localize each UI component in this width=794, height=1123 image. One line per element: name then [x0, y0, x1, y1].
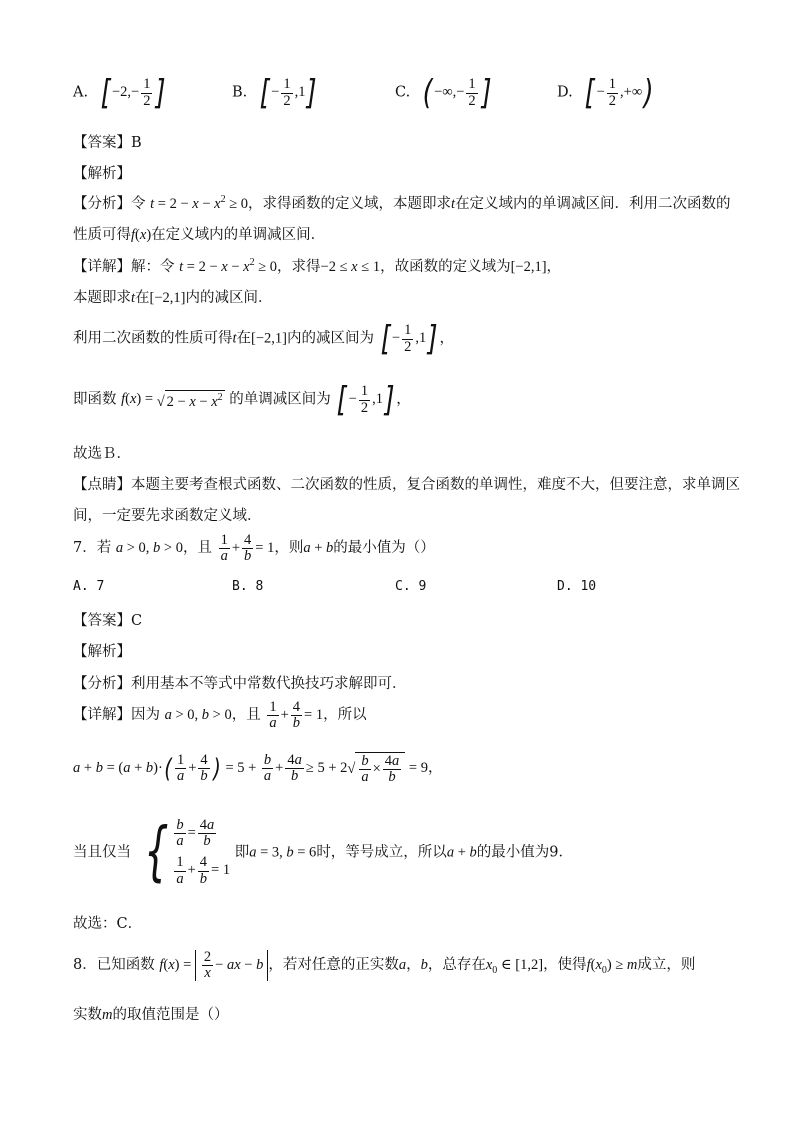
interval-result: [ − $\frac{1}{2}$ ,1] [337, 380, 395, 420]
x0-condition: $x_0$ ∈ [1,2] [485, 957, 544, 976]
inequality-chain: a + b = (a + b)·( $\frac{1}{a}$ + $\frac{4}{b}$ ) = 5 + $\frac{b}{a}$ + $\frac{4a}{b}$ ≥ 5 + 2√ $\frac{b}{a}$ × $\frac{4a}{b}$ = 9 [73, 752, 428, 786]
xiangjie-text: 因为 [131, 707, 160, 724]
fenxi-text: ，求得函数的定义域，本题即求 [248, 196, 452, 212]
q7-fenxi [73, 672, 734, 693]
stem-text: ， [406, 957, 421, 974]
q7-conclusion [73, 912, 734, 933]
option-c [395, 73, 493, 113]
q7-option-b: B. 8 [232, 579, 264, 594]
dianjing-label: 【点睛】 [73, 477, 131, 493]
option-a [73, 73, 168, 113]
fenxi-text: 在定义域内的单调减区间． [151, 227, 326, 243]
stem-text: 已知函数 [96, 957, 155, 974]
text: 内的减区间为 [287, 330, 374, 347]
fenxi-text: 性质可得 [73, 227, 131, 243]
dianjing-text: 间，一定要先求函数定义域． [73, 508, 262, 524]
text: 内的减区间． [185, 290, 273, 306]
fenxi-text: 在定义域内的单调减区间．利用二次函数的 [455, 196, 731, 212]
option-d-label: D. [557, 84, 573, 101]
q6-analysis-heading [73, 162, 734, 183]
q6-answer [73, 131, 734, 152]
q7-stem [73, 533, 734, 564]
stem-text: 的最小值为（） [333, 540, 435, 557]
xiangjie-label: 【详解】 [73, 707, 131, 724]
q6-conclusion [73, 442, 734, 463]
xiangjie-label: 【详解】 [73, 259, 131, 275]
dianjing-text: 本题主要考查根式函数、二次函数的性质，复合函数的单调性，难度不大，但要注意，求单调区 [131, 477, 740, 493]
formula-range: −2 ≤ x ≤ 1 [320, 259, 381, 275]
text: 即函数 [73, 391, 117, 408]
fenxi-label: 【分析】 [73, 196, 131, 212]
text: 在 [135, 290, 150, 306]
formula-t: $t = 2 - x - x^2 \ge 0$ [179, 257, 278, 275]
fenxi-label: 【分析】 [73, 676, 131, 692]
stem-text: ，若对任意的正实数 [268, 957, 399, 974]
option-d [557, 73, 655, 113]
q6-fenxi-line2 [73, 223, 734, 244]
fenxi-text: 利用基本不等式中常数代换技巧求解即可． [131, 676, 407, 692]
answer-value: B [131, 135, 142, 151]
stem-text: 成立，则 [637, 957, 696, 974]
var-a: a [398, 957, 407, 974]
option-c-interval: ( −∞,− $\frac{1}{2}$ ] [422, 73, 492, 113]
domain: [−2,1] [510, 259, 547, 275]
q6-line-decreasing: 利用二次函数的性质可得t在[−2,1]内的减区间为 [ − $\frac{1}{2}$ ,1] ， [73, 319, 454, 359]
text: 即 [234, 844, 250, 861]
sum: a + b [446, 844, 477, 861]
conclusion-text: 故选Ｂ． [73, 446, 131, 462]
q8-stem-line1 [73, 950, 734, 981]
text: 本题即求 [73, 290, 131, 306]
function-def: f(x) = $\frac{2}{x}$ − ax − b [159, 957, 268, 973]
q6-fenxi-line1 [73, 192, 734, 213]
xiangjie-text: 解：令 [131, 259, 175, 275]
q7-answer [73, 609, 734, 630]
answer-value: C [131, 613, 143, 629]
q7-option-d: D. 10 [557, 579, 597, 594]
analysis-label: 【解析】 [73, 166, 131, 182]
question-number: 7． [73, 540, 97, 557]
var-t: t [232, 330, 237, 347]
option-b [232, 73, 319, 113]
var-b: b [420, 957, 428, 974]
text: 在 [236, 330, 252, 347]
inequality: $f(x_0) \ge m$ [586, 957, 638, 976]
equation: $\frac{1}{a}$ + $\frac{4}{b}$ = 1 [269, 699, 324, 732]
question-number: 8． [73, 957, 97, 974]
q6-dianjing-line2 [73, 504, 734, 525]
option-c-label: C. [395, 84, 411, 101]
q6-line-reduce [73, 286, 734, 307]
option-d-interval: [ − $\frac{1}{2}$ ,+∞) [584, 73, 654, 113]
option-a-label: A. [73, 84, 89, 101]
xiangjie-text: ，且 [231, 707, 261, 724]
stem-text: 实数 [73, 1007, 102, 1023]
text: 的最小值为 [476, 844, 550, 861]
condition: a > 0, b > 0 [164, 707, 232, 724]
interval-result: [ − $\frac{1}{2}$ ,1] [380, 319, 438, 359]
text: 时，等号成立，所以 [316, 844, 447, 861]
stem-text: ，且 [182, 540, 212, 557]
system-of-equations: { $\frac{b}{a}$ = $\frac{4a}{b}$ $\frac{1}{a}$ + $\frac{4}{b}$ = 1 [143, 815, 231, 890]
answer-label: 【答案】 [73, 613, 131, 629]
text: 的单调减区间为 [229, 391, 331, 408]
text: 当且仅当 [73, 844, 131, 861]
q6-dianjing-line1 [73, 473, 740, 494]
option-b-interval: [ − $\frac{1}{2}$ ,1] [259, 73, 318, 113]
var-t: t [451, 196, 456, 212]
condition: a > 0, b > 0 [115, 540, 183, 557]
equation: $\frac{1}{a}$ + $\frac{4}{b}$ = 1 [220, 532, 275, 565]
min-value: 9． [549, 844, 573, 861]
sum: a + b [303, 540, 334, 557]
analysis-label: 【解析】 [73, 644, 131, 660]
q7-analysis-heading [73, 640, 734, 661]
q7-option-c: C. 9 [395, 579, 427, 594]
q8-stem-line2 [73, 1003, 734, 1024]
solution: a = 3, b = 6 [249, 844, 317, 861]
q7-xiangjie-line1 [73, 700, 734, 731]
xiangjie-text: ，故函数的定义域为 [380, 259, 511, 275]
q7-inequality: a + b = (a + b)·( $\frac{1}{a}$ + $\frac{4}{b}$ ) = 5 + $\frac{b}{a}$ + $\frac{4a}{b}$ ≥ 5 + 2√ $\frac{b}{a}$ × $\frac{4a}{b}$ = 9， [73, 752, 443, 786]
stem-text: 若 [96, 540, 112, 557]
conclusion-text: 故选：C． [73, 916, 143, 932]
stem-text: ，使得 [543, 957, 587, 974]
stem-text: ，则 [274, 540, 304, 557]
option-a-interval: [ −2,− $\frac{1}{2}$ ] [100, 73, 167, 113]
q6-xiangjie-line1: 【详解】解：令 $t = 2 - x - x^2 \ge 0$，求得−2 ≤ x ≤ 1，故函数的定义域为[−2,1]， [73, 257, 562, 275]
domain: [−2,1] [149, 290, 186, 306]
stem-text: ，总存在 [427, 957, 486, 974]
option-b-label: B. [232, 84, 248, 101]
stem-text: 的取值范围是（） [112, 1007, 229, 1023]
xiangjie-text: ，求得 [277, 259, 321, 275]
var-t: t [131, 290, 136, 306]
formula-fx: f(x) = √ $2 - x - x^2$ [121, 391, 223, 410]
domain: [−2,1] [251, 330, 287, 347]
q6-line-function: 即函数 f(x) = √ $2 - x - x^2$ 的单调减区间为 [ − $\frac{1}{2}$ ,1] ， [73, 380, 411, 420]
xiangjie-text: ，所以 [323, 707, 367, 724]
text: 利用二次函数的性质可得 [73, 330, 233, 347]
formula-t: $t = 2 - x - x^2 \ge 0$ [150, 194, 249, 212]
answer-label: 【答案】 [73, 135, 131, 151]
q7-option-a: A. 7 [73, 579, 105, 594]
fenxi-text: 令 [131, 196, 146, 212]
q7-equality-condition [73, 815, 734, 890]
fx: f(x) [131, 227, 152, 243]
var-m: m [102, 1007, 113, 1023]
